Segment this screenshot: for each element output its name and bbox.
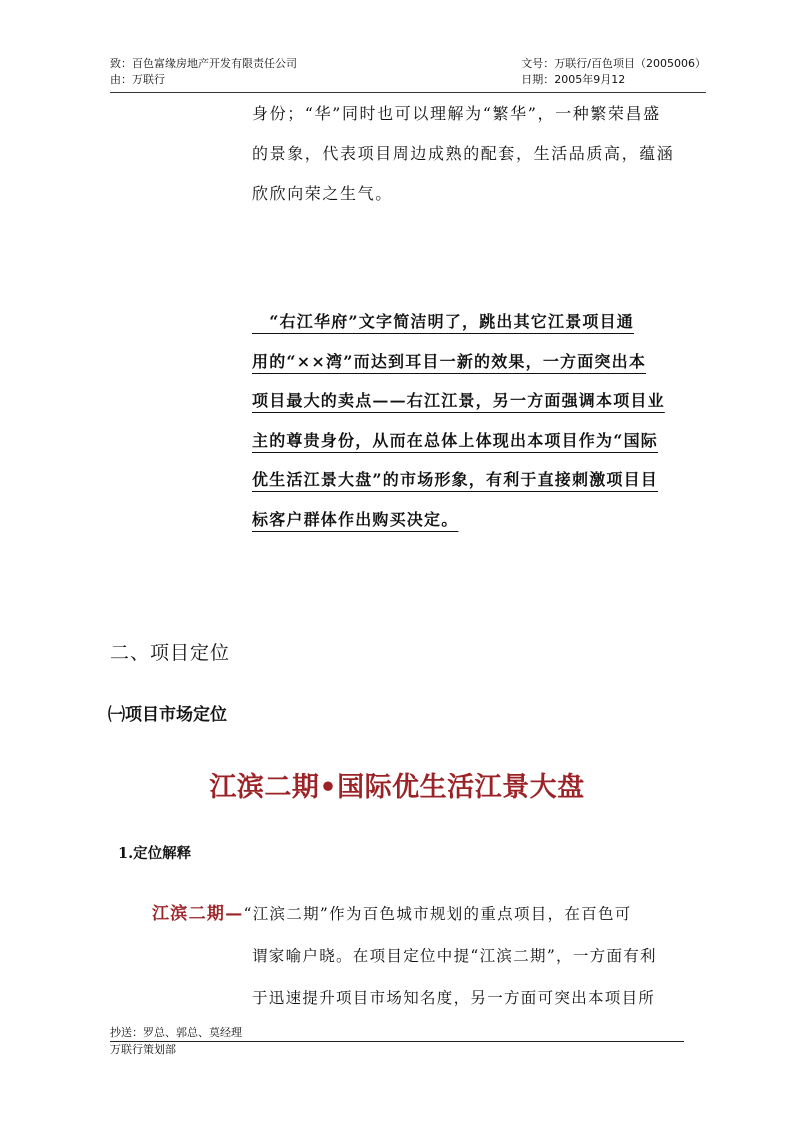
text-line: 标客户群体作出购买决定。 (252, 509, 459, 529)
page-footer (110, 1025, 684, 1058)
cc-list: 抄送：罗总、郭总、莫经理 (110, 1025, 684, 1042)
document-number: 文号：万联行/百色项目（2005006） (521, 57, 706, 70)
text-line: 的景象，代表项目周边成熟的配套，生活品质高，蕴涵 (252, 144, 675, 163)
text-line: 用的“××湾”而达到耳目一新的效果，一方面突出本 (252, 351, 647, 371)
body-paragraph-1 (252, 94, 710, 214)
text-line: 于迅速提升项目市场知名度，另一方面可突出本项目所 (252, 989, 656, 1007)
definition-first-line (152, 893, 712, 935)
subheading: 1.定位解释 (118, 845, 192, 862)
text-line: “江滨二期”作为百色城市规划的重点项目，在百色可 (243, 905, 632, 923)
subsection-title: ㈠项目市场定位 (108, 705, 227, 725)
positioning-banner: 江滨二期•国际优生活江景大盘 (209, 772, 585, 803)
definition-paragraph (152, 893, 712, 1019)
recipient: 致：百色富缘房地产开发有限责任公司 (110, 57, 297, 70)
header-right (521, 56, 706, 88)
header-left (110, 56, 297, 88)
text-line: “右江华府”文字简洁明了，跳出其它江景项目通 (252, 312, 635, 331)
text-line: 谓家喻户晓。在项目定位中提“江滨二期”，一方面有利 (252, 947, 657, 965)
department: 万联行策划部 (110, 1043, 176, 1056)
definition-term: 江滨二期— (152, 904, 244, 924)
text-line: 身份；“华”同时也可以理解为“繁华”，一种繁荣昌盛 (252, 104, 661, 123)
body-paragraph-2 (252, 302, 710, 539)
section-title: 二、项目定位 (110, 642, 231, 664)
text-line: 项目最大的卖点——右江江景，另一方面强调本项目业 (252, 391, 665, 410)
text-line: 欣欣向荣之生气。 (252, 184, 393, 203)
text-line: 主的尊贵身份，从而在总体上体现出本项目作为“国际 (252, 430, 659, 450)
page-header (110, 56, 706, 93)
document-date: 日期：2005年9月12 (521, 73, 626, 86)
text-line: 优生活江景大盘”的市场形象，有利于直接刺激项目目 (252, 470, 659, 489)
sender: 由：万联行 (110, 73, 165, 86)
